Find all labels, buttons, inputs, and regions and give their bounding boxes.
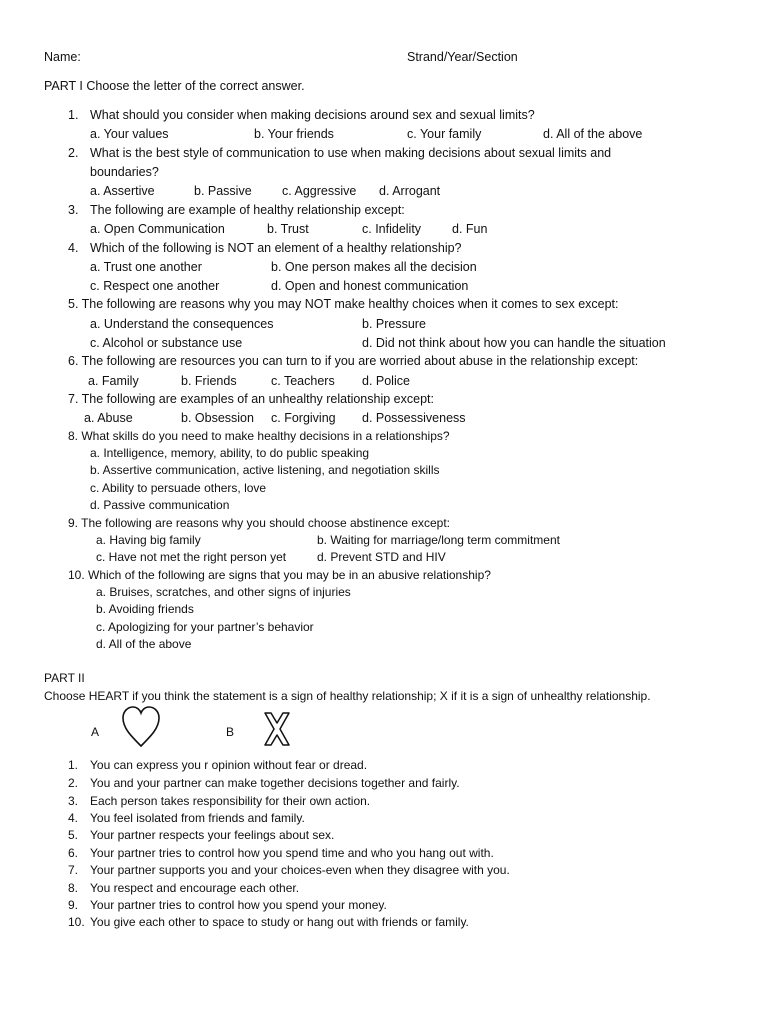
q2-option-b: b. Passive <box>194 184 252 198</box>
x-icon <box>262 711 292 747</box>
q10-option-d: d. All of the above <box>96 637 192 651</box>
q8-option-d: d. Passive communication <box>90 498 230 512</box>
q1-number: 1. <box>68 108 79 122</box>
item-number: 9. <box>68 898 79 912</box>
q1-text: What should you consider when making decisions around sex and sexual limits? <box>90 108 535 122</box>
q2-text-line2: boundaries? <box>90 165 159 179</box>
q10-option-a: a. Bruises, scratches, and other signs of injuries <box>96 585 351 599</box>
list-item: You feel isolated from friends and family. <box>90 811 305 825</box>
q8-option-c: c. Ability to persuade others, love <box>90 481 267 495</box>
part2-instruction: Choose HEART if you think the statement is a sign of healthy relationship; X if it is a sign of unhealthy relationship. <box>44 689 651 703</box>
list-item: You respect and encourage each other. <box>90 881 300 895</box>
q7-option-d: d. Possessiveness <box>362 411 466 425</box>
q2-text-line1: What is the best style of communication to use when making decisions about sexual limits and <box>90 146 612 160</box>
item-number: 1. <box>68 758 79 772</box>
q10-option-b: b. Avoiding friends <box>96 602 194 616</box>
q9-option-a: a. Having big family <box>96 533 201 547</box>
list-item: You can express you r opinion without fear or dread. <box>90 758 368 772</box>
list-item: You and your partner can make together decisions together and fairly. <box>90 776 460 790</box>
item-number: 5. <box>68 828 79 842</box>
q2-option-a: a. Assertive <box>90 184 155 198</box>
item-number: 7. <box>68 863 79 877</box>
q5-option-b: b. Pressure <box>362 317 426 331</box>
q6-option-a: a. Family <box>88 374 139 388</box>
list-item: Your partner respects your feelings about sex. <box>90 828 335 842</box>
q7-option-c: c. Forgiving <box>271 411 336 425</box>
q6-option-c: c. Teachers <box>271 374 335 388</box>
q7-option-a: a. Abuse <box>84 411 133 425</box>
q3-option-d: d. Fun <box>452 222 488 236</box>
part1-instruction: PART I Choose the letter of the correct answer. <box>44 79 305 93</box>
item-number: 4. <box>68 811 79 825</box>
q3-number: 3. <box>68 203 79 217</box>
q5-option-c: c. Alcohol or substance use <box>90 336 243 350</box>
q3-option-b: b. Trust <box>267 222 309 236</box>
q4-option-c: c. Respect one another <box>90 279 220 293</box>
q1-option-c: c. Your family <box>407 127 482 141</box>
item-number: 6. <box>68 846 79 860</box>
q1-option-a: a. Your values <box>90 127 169 141</box>
q2-option-d: d. Arrogant <box>379 184 441 198</box>
q5-option-d: d. Did not think about how you can handle the situation <box>362 336 666 350</box>
q3-option-c: c. Infidelity <box>362 222 422 236</box>
option-a-label: A <box>91 725 100 739</box>
q4-text: Which of the following is NOT an element of a healthy relationship? <box>90 241 462 255</box>
q8-option-a: a. Intelligence, memory, ability, to do public speaking <box>90 446 370 460</box>
q10-text: 10. Which of the following are signs that you may be in an abusive relationship? <box>68 568 491 582</box>
part2-title: PART II <box>44 671 85 685</box>
name-label: Name: <box>44 50 81 64</box>
item-number: 3. <box>68 794 79 808</box>
heart-icon <box>121 706 161 748</box>
q3-option-a: a. Open Communication <box>90 222 225 236</box>
q9-option-d: d. Prevent STD and HIV <box>317 550 446 564</box>
item-number: 2. <box>68 776 79 790</box>
q3-text: The following are example of healthy relationship except: <box>90 203 405 217</box>
q7-text: 7. The following are examples of an unhealthy relationship except: <box>68 392 434 406</box>
q6-text: 6. The following are resources you can turn to if you are worried about abuse in the relationship except: <box>68 354 639 368</box>
item-number: 10. <box>68 915 85 929</box>
q1-option-b: b. Your friends <box>254 127 334 141</box>
q9-text: 9. The following are reasons why you should choose abstinence except: <box>68 516 451 530</box>
q9-option-b: b. Waiting for marriage/long term commitment <box>317 533 560 547</box>
q5-option-a: a. Understand the consequences <box>90 317 274 331</box>
list-item: Each person takes responsibility for their own action. <box>90 794 371 808</box>
q4-option-b: b. One person makes all the decision <box>271 260 477 274</box>
list-item: Your partner supports you and your choices-even when they disagree with you. <box>90 863 510 877</box>
q9-option-c: c. Have not met the right person yet <box>96 550 287 564</box>
q5-text: 5. The following are reasons why you may NOT make healthy choices when it comes to sex except: <box>68 297 619 311</box>
q4-option-d: d. Open and honest communication <box>271 279 469 293</box>
q1-option-d: d. All of the above <box>543 127 643 141</box>
q7-option-b: b. Obsession <box>181 411 254 425</box>
q2-option-c: c. Aggressive <box>282 184 357 198</box>
list-item: You give each other to space to study or hang out with friends or family. <box>90 915 469 929</box>
q4-option-a: a. Trust one another <box>90 260 202 274</box>
q8-text: 8. What skills do you need to make healthy decisions in a relationships? <box>68 429 450 443</box>
q2-number: 2. <box>68 146 79 160</box>
list-item: Your partner tries to control how you spend time and who you hang out with. <box>90 846 494 860</box>
q6-option-b: b. Friends <box>181 374 237 388</box>
q4-number: 4. <box>68 241 79 255</box>
q6-option-d: d. Police <box>362 374 410 388</box>
option-b-label: B <box>226 725 235 739</box>
q10-option-c: c. Apologizing for your partner’s behavior <box>96 620 314 634</box>
item-number: 8. <box>68 881 79 895</box>
list-item: Your partner tries to control how you spend your money. <box>90 898 387 912</box>
q8-option-b: b. Assertive communication, active listening, and negotiation skills <box>90 463 440 477</box>
section-label: Strand/Year/Section <box>407 50 518 64</box>
